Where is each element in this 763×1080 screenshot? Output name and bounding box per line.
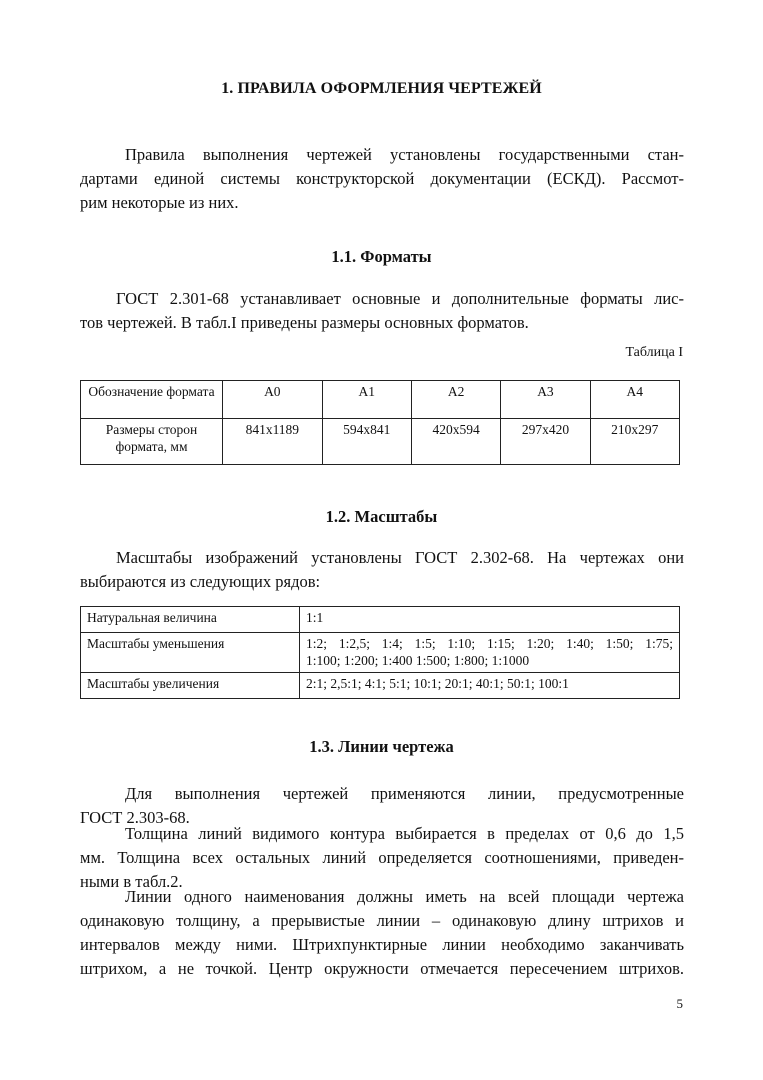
- table-cell: Обозначение формата: [81, 381, 223, 419]
- table-cell: 420x594: [411, 419, 500, 465]
- table-row: [81, 381, 680, 419]
- table-cell: А3: [501, 381, 590, 419]
- intro-line: Правила выполнения чертежей установлены государственными стан-: [125, 145, 684, 164]
- table-cell: 297x420: [501, 419, 590, 465]
- scales-paragraph: [80, 546, 684, 594]
- table-cell: 1:1: [300, 607, 680, 633]
- section-heading-lines: 1.3. Линии чертежа: [309, 737, 454, 756]
- section-heading-scales: 1.2. Масштабы: [325, 507, 438, 526]
- table-cell: 594x841: [322, 419, 411, 465]
- page-title: 1. ПРАВИЛА ОФОРМЛЕНИЯ ЧЕРТЕЖЕЙ: [221, 80, 542, 97]
- lines-paragraph-3: [80, 885, 684, 981]
- table-cell: [300, 633, 680, 673]
- lines-line: мм. Толщина всех остальных линий определяется соотношениями, приведен-: [80, 848, 684, 867]
- intro-line: дартами единой системы конструкторской документации (ЕСКД). Рассмот-: [80, 169, 684, 188]
- lines-line: интервалов между ними. Штрихпунктирные линии необходимо заканчивать: [80, 935, 684, 954]
- table-cell: А1: [322, 381, 411, 419]
- lines-line: штрихом, а не точкой. Центр окружности отмечается пересечением штрихов.: [80, 959, 684, 978]
- table-caption: Таблица I: [625, 345, 683, 360]
- scales-line: Масштабы изображений установлены ГОСТ 2.302-68. На чертежах они: [116, 548, 684, 567]
- table-cell: 841x1189: [223, 419, 323, 465]
- scales-line: выбираются из следующих рядов:: [80, 572, 321, 591]
- section-heading-formats: 1.1. Форматы: [331, 247, 432, 266]
- table-cell: Масштабы уменьшения: [81, 633, 300, 673]
- lines-line: Для выполнения чертежей применяются линии, предусмотренные: [125, 784, 684, 803]
- reduction-line: 1:100; 1:200; 1:400 1:500; 1:800; 1:1000: [306, 653, 530, 668]
- table-row: [81, 673, 680, 699]
- table-cell: А4: [590, 381, 679, 419]
- intro-line: рим некоторые из них.: [80, 193, 239, 212]
- table-cell: А2: [411, 381, 500, 419]
- intro-paragraph: [80, 143, 684, 215]
- page-number: 5: [676, 996, 683, 1011]
- formats-line: ГОСТ 2.301-68 устанавливает основные и дополнительные форматы лис-: [116, 289, 684, 308]
- lines-line: ными в табл.2.: [80, 872, 183, 891]
- lines-line: Толщина линий видимого контура выбирается в пределах от 0,6 до 1,5: [125, 824, 684, 843]
- reduction-line: 1:2; 1:2,5; 1:4; 1:5; 1:10; 1:15; 1:20; 1:40; 1:50; 1:75;: [306, 636, 673, 651]
- table-cell: Натуральная величина: [81, 607, 300, 633]
- table-cell: 210x297: [590, 419, 679, 465]
- formats-line: тов чертежей. В табл.I приведены размеры основных форматов.: [80, 313, 529, 332]
- lines-line: одинаковую толщину, а прерывистые линии – одинаковую длину штрихов и: [80, 911, 684, 930]
- lines-line: ГОСТ 2.303-68.: [80, 808, 190, 827]
- formats-paragraph: [80, 287, 684, 335]
- scales-table: [80, 606, 680, 699]
- table-row: [81, 607, 680, 633]
- table-cell: Масштабы увеличения: [81, 673, 300, 699]
- table-cell: А0: [223, 381, 323, 419]
- table-row: [81, 633, 680, 673]
- table-cell: 2:1; 2,5:1; 4:1; 5:1; 10:1; 20:1; 40:1; 50:1; 100:1: [300, 673, 680, 699]
- lines-line: Линии одного наименования должны иметь на всей площади чертежа: [125, 887, 684, 906]
- formats-table: [80, 380, 680, 465]
- table-row: [81, 419, 680, 465]
- lines-paragraph-2: [80, 822, 684, 894]
- table-cell: Размеры сторон формата, мм: [81, 419, 223, 465]
